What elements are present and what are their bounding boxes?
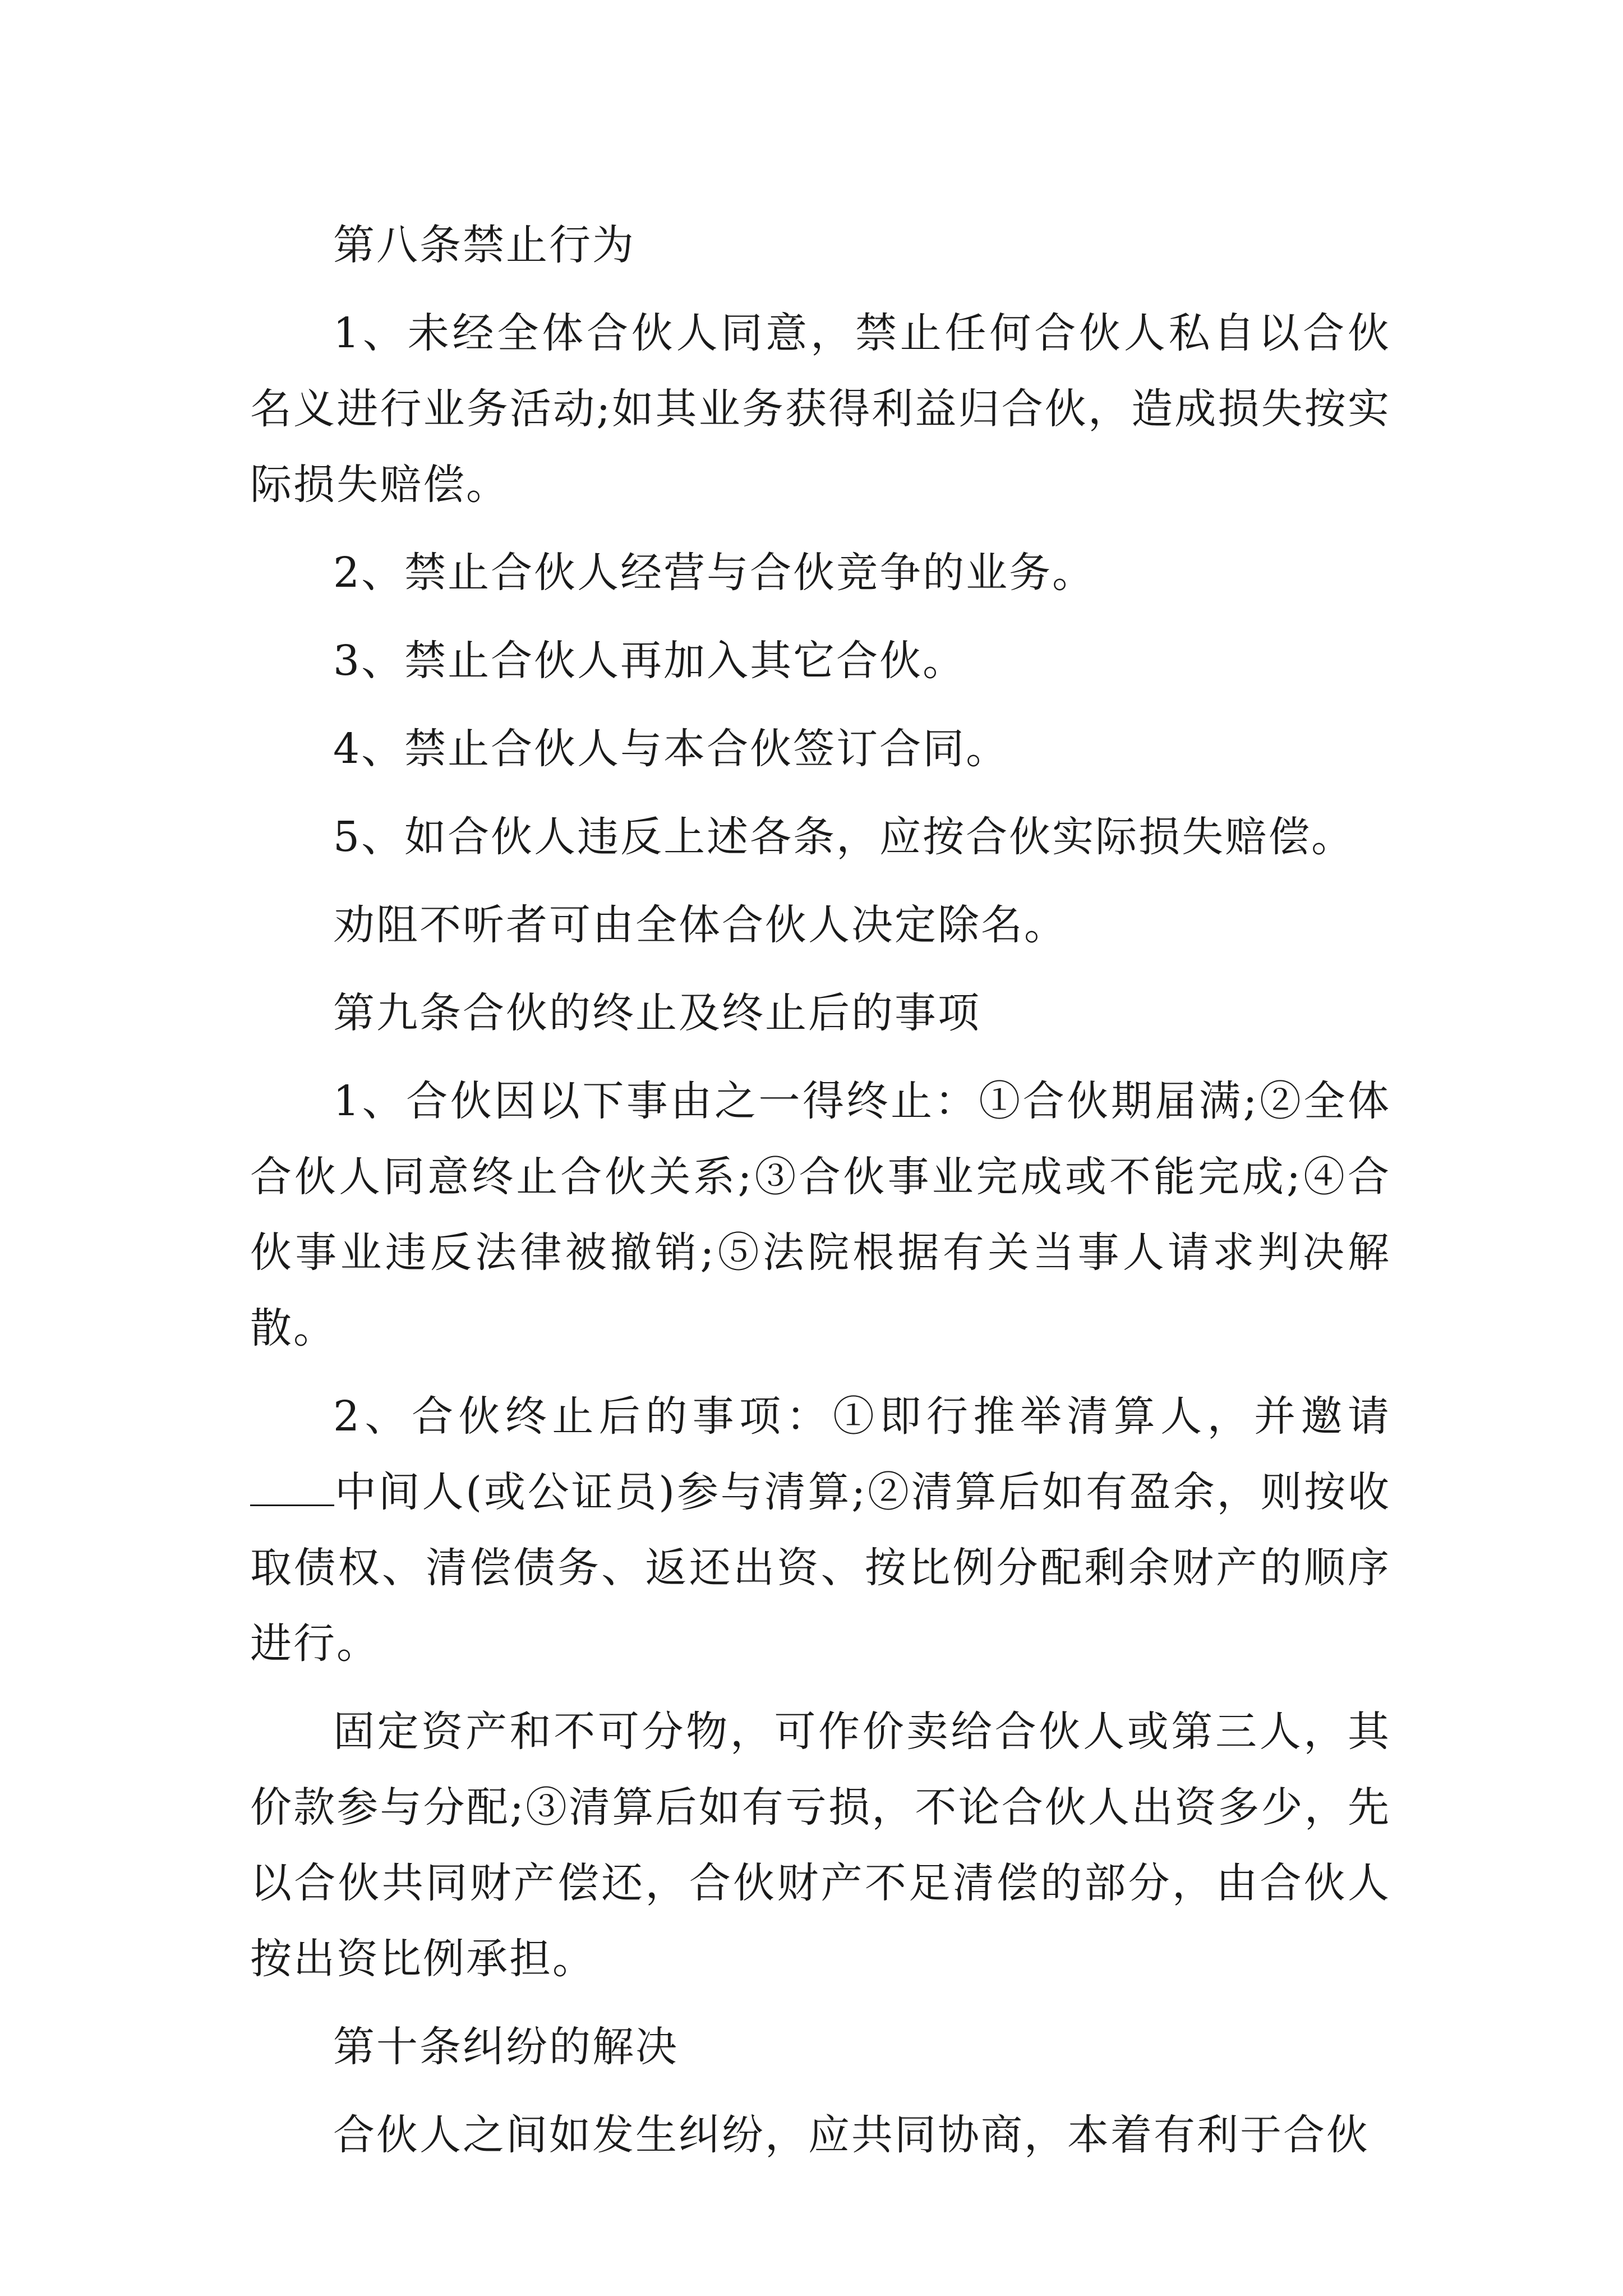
clause-9-1: 1、合伙因以下事由之一得终止：①合伙期届满;②全体合伙人同意终止合伙关系;③合伙事业完成或不能完成;④合伙事业违反法律被撤销;⑤法院根据有关当事人请求判决解散。 (250, 1077, 1391, 1352)
section-heading-9: 第九条合伙的终止及终止后的事项 (333, 989, 981, 1037)
blank-fill-line (250, 1471, 334, 1506)
clause-9-2 (250, 1379, 1391, 1682)
clause-8-3: 3、禁止合伙人再加入其它合伙。 (333, 637, 966, 685)
clause-8-5-cont: 劝阻不听者可由全体合伙人决定除名。 (333, 901, 1067, 949)
section-heading-10: 第十条纠纷的解决 (333, 2023, 679, 2071)
section-heading-8: 第八条禁止行为 (333, 221, 635, 269)
clause-8-4: 4、禁止合伙人与本合伙签订合同。 (333, 725, 1009, 773)
clause-8-1: 1、未经全体合伙人同意，禁止任何合伙人私自以合伙名义进行业务活动;如其业务获得利益归合伙，造成损失按实际损失赔偿。 (250, 309, 1391, 509)
clause-9-2-start: 2、合伙终止后的事项：①即行推举清算人，并邀请 (333, 1392, 1391, 1441)
clause-9-2-rest: 中间人(或公证员)参与清算;②清算后如有盈余，则按收取债权、清偿债务、返还出资、按比例分配剩余财产的顺序进行。 (250, 1468, 1391, 1668)
clause-10-1: 合伙人之间如发生纠纷，应共同协商，本着有利于合伙 (333, 2111, 1370, 2159)
document-body (250, 208, 1391, 2173)
clause-8-2: 2、禁止合伙人经营与合伙竞争的业务。 (333, 549, 1096, 597)
clause-8-5: 5、如合伙人违反上述各条，应按合伙实际损失赔偿。 (333, 813, 1355, 861)
clause-9-2-cont: 固定资产和不可分物，可作价卖给合伙人或第三人，其价款参与分配;③清算后如有亏损，不论合伙人出资多少，先以合伙共同财产偿还，合伙财产不足清偿的部分，由合伙人按出资比例承担。 (250, 1708, 1391, 1983)
